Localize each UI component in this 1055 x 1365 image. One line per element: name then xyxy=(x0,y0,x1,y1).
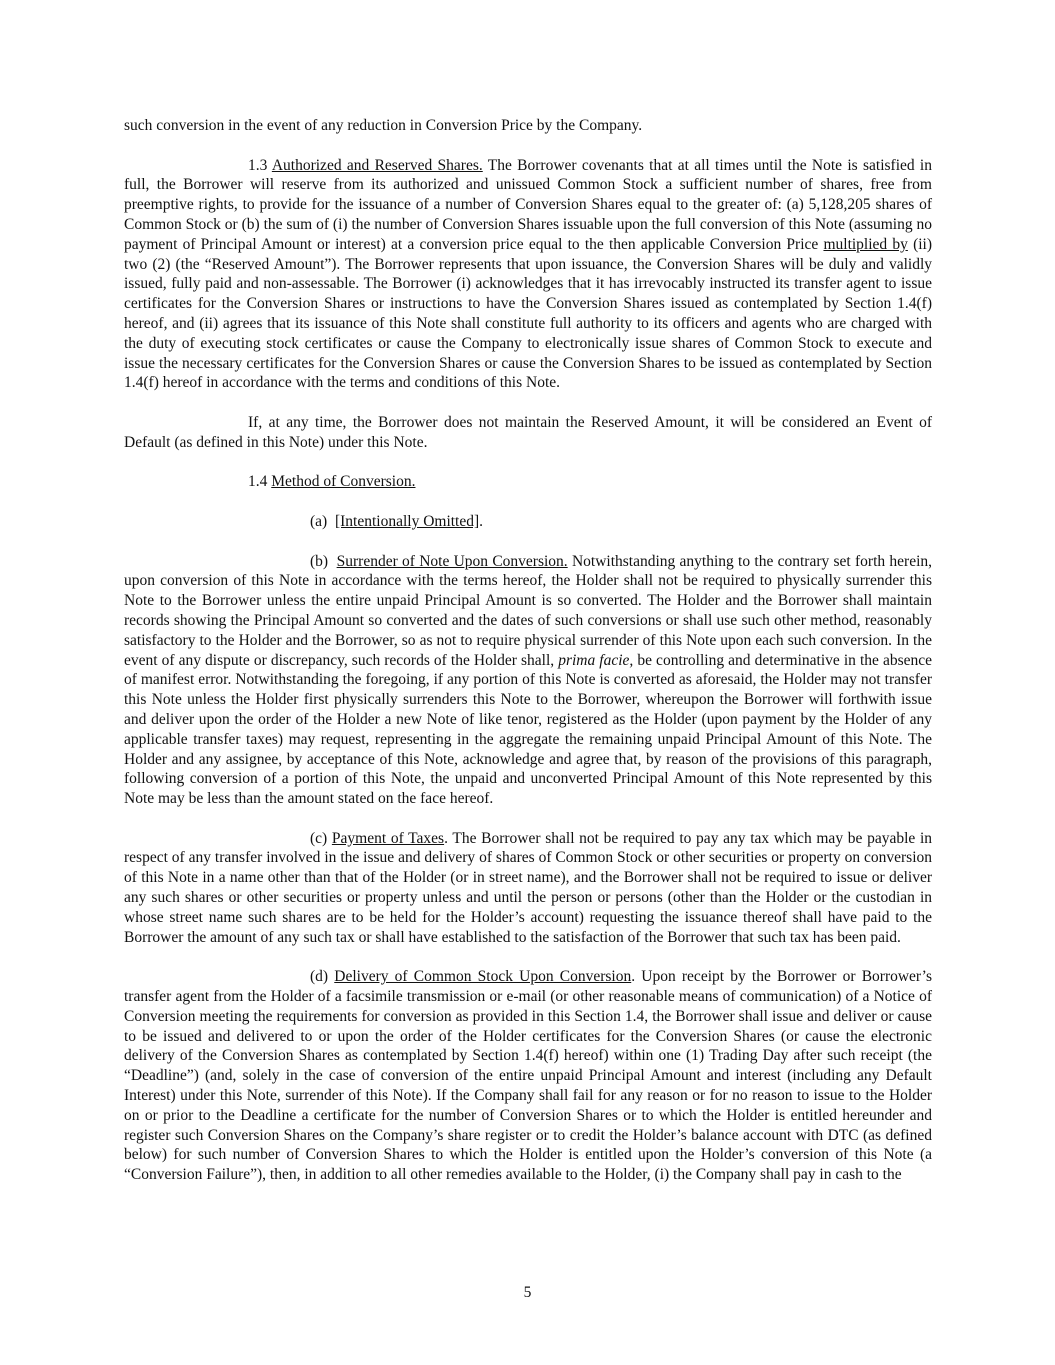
subsection-heading: Surrender of Note Upon Conversion. xyxy=(336,552,568,570)
subsection-d: (d) Delivery of Common Stock Upon Conversion. Upon receipt by the Borrower or Borrower’s transfer agent from the Holder of a facsimile transmission or e-mail (or other reasonable means of communication) of a Notice of Conversion meeting the requirements for conversion as provided in this Section 1.4, the Borrower shall issue and deliver or cause to be issued and delivered to or upon the order of the Holder certificates for the Conversion Shares (or cause the electronic delivery of the Conversion Shares as contemplated by Section 1.4(f) hereof) within one (1) Trading Day after such receipt (the “Deadline”) (and, solely in the case of conversion of the entire unpaid Principal Amount and interest (including any Default Interest) under this Note, surrender of this Note). If the Company shall fail for any reason or for no reason to issue to the Holder on or prior to the Deadline a certificate for the number of Conversion Shares or to which the Holder is entitled hereunder and register such Conversion Shares on the Company’s share register or to credit the Holder’s balance account with DTC (as defined below) for such number of Conversion Shares to which the Holder is entitled upon the Holder’s conversion of this Note (a “Conversion Failure”), then, in addition to all other remedies available to the Holder, (i) the Company shall pay in cash to the xyxy=(124,968,933,1184)
subsection-number: (b) xyxy=(310,552,329,570)
section-1-4 xyxy=(124,472,932,492)
paragraph-reserved-default: If, at any time, the Borrower does not maintain the Reserved Amount, it will be considered an Event of Default (as defined in this Note) under this Note. xyxy=(124,413,932,451)
subsection-b: (b) Surrender of Note Upon Conversion. Notwithstanding anything to the contrary set forth herein, upon conversion of this Note in accordance with the terms hereof, the Holder shall not be required to physically surrender this Note to the Borrower unless the entire unpaid Principal Amount is so converted. The Holder and the Borrower shall maintain records showing the Principal Amount so converted and the dates of such conversions or shall use such other method, reasonably satisfactory to the Holder and the Borrower, so as not to require physical surrender of this Note upon each such conversion. In the event of any dispute or discrepancy, such records of the Holder shall, prima facie, be controlling and determinative in the absence of manifest error. Notwithstanding the foregoing, if any portion of this Note is converted as aforesaid, the Holder may not transfer this Note unless the Holder first physically surrenders this Note to the Borrower, whereupon the Borrower will forthwith issue and deliver upon the order of the Holder a new Note of like tenor, registered as the Holder (upon payment by the Holder of any applicable transfer taxes) may request, representing in the aggregate the remaining unpaid Principal Amount of this Note. The Holder and any assignee, by acceptance of this Note, acknowledge and agree that, by reason of the provisions of this paragraph, following conversion of a portion of this Note, the unpaid and unconverted Principal Amount of this Note represented by this Note may be less than the amount stated on the face hereof. xyxy=(124,552,933,808)
section-1-3: 1.3 Authorized and Reserved Shares. The Borrower covenants that at all times until the Note is satisfied in full, the Borrower will reserve from its authorized and unissued Common Stock a sufficient number of shares, free from preemptive rights, to provide for the issuance of a number of Conversion Shares equal to the greater of: (a) 5,128,205 shares of Common Stock or (b) the sum of (i) the number of Conversion Shares issuable upon the full conversion of this Note (assuming no payment of Principal Amount or interest) at a conversion price equal to the then applicable Conversion Price multiplied by (ii) two (2) (the “Reserved Amount”). The Borrower represents that upon issuance, the Conversion Shares will be duly and validly issued, fully paid and non-assessable. The Borrower (i) acknowledges that it has irrevocably instructed its transfer agent to issue certificates for the Conversion Shares or instructions to have the Conversion Shares issued as contemplated by Section 1.4(f) hereof, and (ii) agrees that its issuance of this Note shall constitute full authority to its officers and agents who are charged with the duty of executing stock certificates or cause the Company to electronically issue shares of Common Stock to execute and issue the necessary certificates for the Conversion Shares or cause the Conversion Shares to be issued as contemplated by Section 1.4(f) hereof in accordance with the terms and conditions of this Note. xyxy=(124,156,933,392)
subsection-number: (a) xyxy=(310,512,328,530)
paragraph-continuation: such conversion in the event of any reduction in Conversion Price by the Company. xyxy=(124,117,643,134)
section-heading: Method of Conversion. xyxy=(271,473,416,491)
subsection-heading: Payment of Taxes xyxy=(331,829,445,847)
page-number: 5 xyxy=(523,1284,532,1301)
underlined-term: multiplied by xyxy=(823,235,908,253)
subsection-number: (c) xyxy=(310,829,328,847)
section-number: 1.3 xyxy=(248,156,268,174)
section-heading: Authorized and Reserved Shares. xyxy=(271,156,483,174)
document-page xyxy=(124,116,932,1205)
subsection-heading: Delivery of Common Stock Upon Conversion xyxy=(334,968,632,986)
subsection-c: (c) Payment of Taxes. The Borrower shall not be required to pay any tax which may be payable in respect of any transfer involved in the issue and delivery of shares of Common Stock or other securities or property on conversion of this Note in a name other than that of the Holder (or in street name), and the Borrower shall not be required to issue or deliver any such shares or other securities or property unless and until the person or persons (other than the Holder or the custodian in whose street name such shares are to be held for the Holder’s account) requesting the issuance thereof shall have paid to the Borrower the amount of any such tax or shall have established to the satisfaction of the Borrower that such tax has been paid. xyxy=(124,829,933,946)
section-number: 1.4 xyxy=(248,473,268,491)
subsection-number: (d) xyxy=(310,968,329,986)
subsection-heading: [Intentionally Omitted] xyxy=(334,512,480,530)
subsection-a: (a) [Intentionally Omitted]. xyxy=(310,512,484,530)
italic-term: prima facie, xyxy=(558,651,634,669)
